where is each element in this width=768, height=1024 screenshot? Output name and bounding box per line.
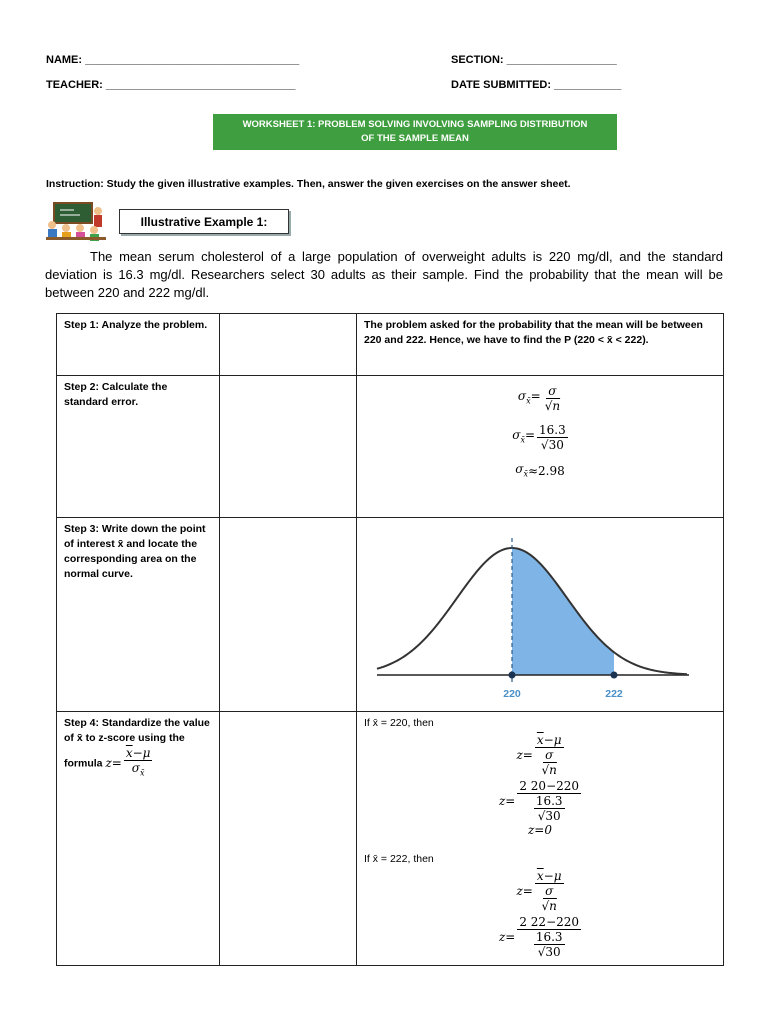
z-substitution-222: z= $\frac{2 22-220}{\frac{16.3}{√30}}$: [498, 915, 580, 959]
point-220: [509, 672, 516, 679]
date-submitted-field: DATE SUBMITTED: ___________: [451, 79, 622, 91]
z-substitution-220: z= $\frac{2 20-220}{\frac{16.3}{√30}}$: [498, 779, 580, 823]
n-value: 30: [548, 438, 564, 452]
problem-text: The mean serum cholesterol of a large population of overweight adults is 220 mg/dl, and the standard deviation is 16.3 mg/dl. Researchers select 30 adults as their sample. Find the probability that the mean will be between 220 and 222 mg/dl.: [45, 249, 723, 300]
step-2-row: [57, 376, 724, 518]
problem-paragraph: [45, 248, 723, 302]
case-220-heading: If x̄ = 220, then: [364, 717, 434, 729]
section-field: SECTION: __________________: [451, 54, 617, 66]
name-field: NAME: ___________________________________: [46, 54, 300, 66]
sd-value-222: 16.3: [535, 930, 563, 944]
z-numerator-220: 2 20−220: [519, 779, 580, 793]
tick-label-220: 220: [503, 688, 521, 700]
step-2-work: [357, 376, 724, 518]
step-4-label-cell: [57, 712, 220, 966]
case-222-heading: If x̄ = 222, then: [364, 853, 434, 865]
step-1-blank: [220, 314, 357, 376]
sd-value: 16.3: [539, 423, 566, 437]
step-1-label: Step 1: Analyze the problem.: [57, 314, 220, 376]
banner-line-2: OF THE SAMPLE MEAN: [361, 133, 469, 144]
z-numerator-222: 2 22−220: [519, 915, 580, 929]
n-value-222: 30: [545, 945, 561, 959]
tick-label-222: 222: [605, 688, 623, 700]
teacher-field: TEACHER: _______________________________: [46, 79, 296, 91]
normal-curve-chart: [357, 518, 717, 706]
z-formula-inline: z= $\frac{\overline{x}-\mu}{\sigma_{x̄}}$: [105, 746, 151, 778]
sd-value-220: 16.3: [535, 794, 563, 808]
step-3-row: [57, 518, 724, 712]
z-result-220: z=0: [527, 823, 552, 837]
step-2-blank: [220, 376, 357, 518]
step-3-blank: [220, 518, 357, 712]
z-formula-220: z= $\frac{\overline{x}-\mu}{\frac{\sigma}{√n}}$: [516, 733, 562, 777]
step-2-label: Step 2: Calculate the standard error.: [57, 376, 220, 518]
step-4-blank: [220, 712, 357, 966]
step-1-text: The problem asked for the probability that the mean will be between 220 and 222. Hence, we have to find the P (220 < x̄ < 222).: [357, 314, 724, 376]
step-3-chart-cell: [357, 518, 724, 712]
std-error-value: ≈2.98: [527, 464, 565, 479]
instruction-text: Instruction: Study the given illustrative examples. Then, answer the given exercises on the answer sheet.: [46, 178, 571, 190]
n-value-220: 30: [545, 809, 561, 823]
step-4-row: [57, 712, 724, 966]
steps-table: [56, 313, 724, 966]
step-4-work: [357, 712, 724, 966]
std-error-result: $\sigma_{x̄}$ ≈2.98: [515, 462, 565, 479]
z-formula-222: z= $\frac{\overline{x}-\mu}{\frac{\sigma}{√n}}$: [516, 869, 562, 913]
example-title-box: Illustrative Example 1:: [119, 209, 289, 234]
point-222: [611, 672, 618, 679]
shaded-area-220-222: [512, 548, 614, 675]
step-3-label: Step 3: Write down the point of interest x̄ and locate the corresponding area on the normal curve.: [57, 518, 220, 712]
step-1-row: [57, 314, 724, 376]
classroom-illustration: [44, 201, 110, 241]
std-error-formula: $\sigma_{x̄}=$ $\frac{\sigma}{√n}$: [517, 384, 561, 413]
std-error-substitution: $\sigma_{x̄}=$ $\frac{16.3}{√30}$: [512, 423, 566, 452]
banner-line-1: WORKSHEET 1: PROBLEM SOLVING INVOLVING SAMPLING DISTRIBUTION: [242, 119, 588, 130]
worksheet-title-banner: [213, 114, 617, 150]
step-4-label: Step 4: Standardize the value of x̄ to z-score using the formula: [64, 717, 210, 770]
